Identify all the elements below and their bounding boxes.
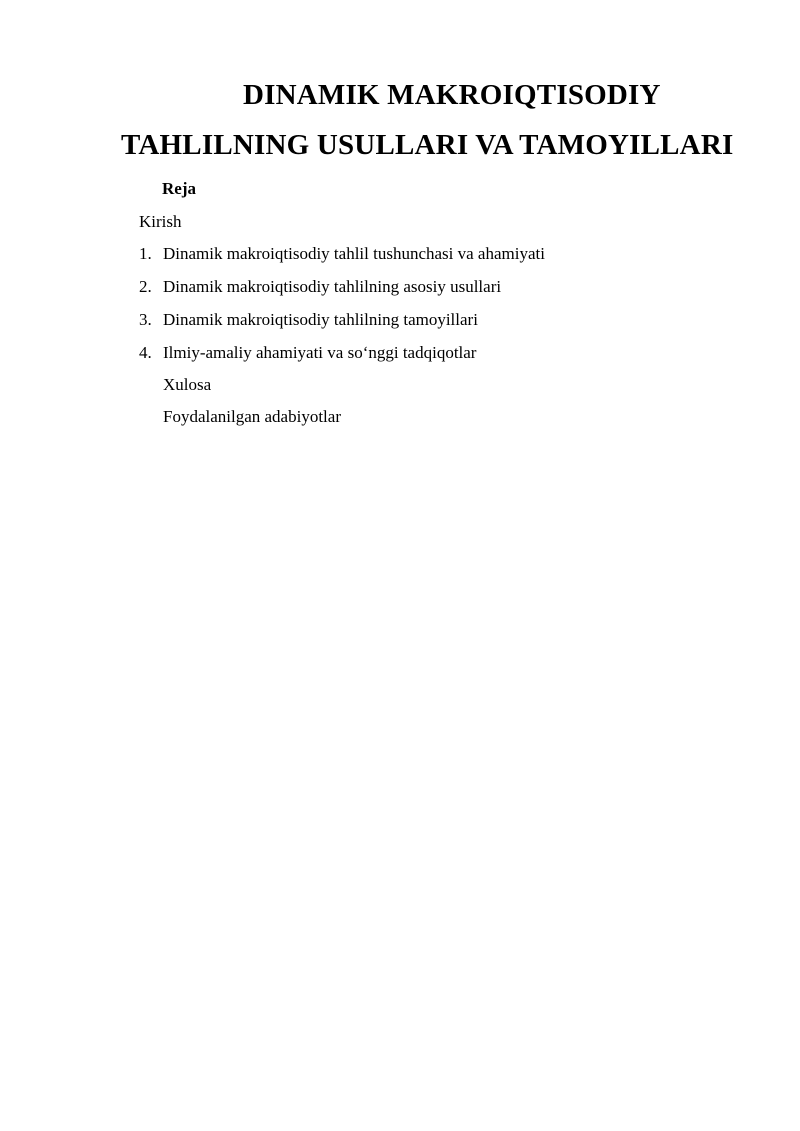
plan-conclusion: Xulosa — [163, 375, 212, 394]
plan-item-number: 2. — [139, 277, 152, 296]
plan-heading: Reja — [162, 179, 196, 198]
plan-item-text: Dinamik makroiqtisodiy tahlilning asosiy usullari — [163, 277, 502, 296]
plan-references: Foydalanilgan adabiyotlar — [163, 407, 341, 426]
plan-item-number: 4. — [139, 343, 152, 362]
plan-item-number: 1. — [139, 244, 152, 263]
plan-item-text: Dinamik makroiqtisodiy tahlil tushunchasi va ahamiyati — [163, 244, 545, 263]
plan-item-number: 3. — [139, 310, 152, 329]
plan-item-text: Ilmiy-amaliy ahamiyati va so‘nggi tadqiqotlar — [163, 343, 477, 362]
document-title-line-1: DINAMIK MAKROIQTISODIY — [243, 79, 661, 111]
plan-item-text: Dinamik makroiqtisodiy tahlilning tamoyillari — [163, 310, 478, 329]
document-title-line-2: TAHLILNING USULLARI VA TAMOYILLARI — [121, 129, 734, 161]
plan-introduction: Kirish — [139, 212, 182, 231]
